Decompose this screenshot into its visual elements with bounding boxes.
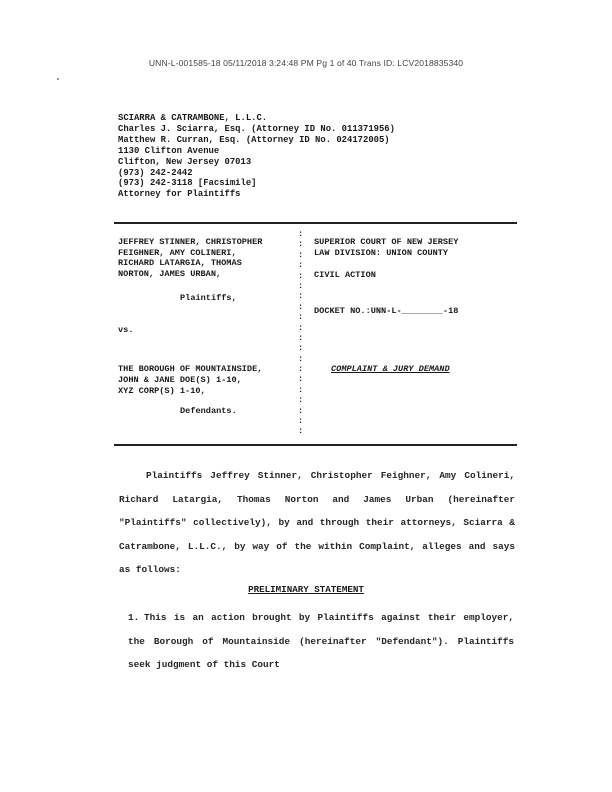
caption-colon: : (298, 249, 304, 260)
caption-colon: : (298, 395, 304, 406)
caption-colon: : (298, 280, 304, 291)
plaintiff-name-line: RICHARD LATARGIA, THOMAS (118, 258, 242, 269)
caption-colon: : (298, 405, 304, 416)
attorney-line: Matthew R. Curran, Esq. (Attorney ID No. 024172005) (118, 134, 390, 145)
intro-paragraph (119, 464, 515, 582)
vs-label: vs. (118, 325, 134, 335)
intro-text: Plaintiffs Jeffrey Stinner, Christopher Feighner, Amy Colineri, Richard Latargia, Thomas Norton and James Urban (hereinafter "Plaintiffs" collectively), by and through their attorneys, Sciarra & Catrambone, L.L.C., by way of the within Complaint, alleges and says as follows: (119, 470, 515, 575)
address-street: 1130 Clifton Avenue (118, 145, 220, 156)
caption-colon: : (298, 353, 304, 364)
plaintiff-name-line: FEIGHNER, AMY COLINERI, (118, 247, 237, 258)
filing-stamp: UNN-L-001585-18 05/11/2018 3:24:48 PM Pg 1 of 40 Trans ID: LCV2018835340 (148, 58, 464, 68)
court-line: LAW DIVISION: UNION COUNTY (314, 248, 449, 258)
defendants-label: Defendants. (180, 406, 237, 416)
attorney-block (118, 113, 395, 200)
plaintiff-name-line: NORTON, JAMES URBAN, (118, 268, 222, 279)
defendant-name-line: XYZ CORP(S) 1-10, (118, 386, 206, 396)
caption-colon: : (298, 332, 304, 343)
caption-colon: : (298, 426, 304, 437)
phone: (973) 242-2442 (118, 167, 193, 178)
paragraph-number: 1. (128, 612, 140, 623)
defendant-name-line: THE BOROUGH OF MOUNTAINSIDE, (118, 364, 263, 374)
caption-bottom-rule (114, 444, 517, 446)
caption-colon: : (298, 301, 304, 312)
court-line: SUPERIOR COURT OF NEW JERSEY (314, 237, 459, 247)
plaintiffs-label: Plaintiffs, (180, 293, 237, 303)
paragraph-text: This is an action brought by Plaintiffs against their employer, the Borough of Mountainside (hereinafter "Defendant"). Plaintiffs seek judgment of this Court (128, 612, 514, 670)
caption-colon: : (298, 416, 304, 427)
caption-colon: : (298, 291, 304, 302)
caption-colon-column (298, 229, 303, 437)
fax: (973) 242-3118 [Facsimile] (118, 178, 257, 189)
caption-colon: : (298, 343, 304, 354)
caption-top-rule (114, 222, 517, 224)
caption-colon: : (298, 312, 304, 323)
caption-colon: : (298, 322, 304, 333)
caption-colon: : (298, 364, 304, 375)
paragraph-1 (128, 606, 514, 677)
caption-colon: : (298, 229, 304, 239)
defendant-name-line: JOHN & JANE DOE(S) 1-10, (118, 375, 242, 385)
action-type: CIVIL ACTION (314, 270, 376, 280)
defendant-names (118, 364, 262, 397)
docket-number: DOCKET NO.:UNN-L-________-18 (314, 306, 459, 316)
caption-colon: : (298, 260, 304, 271)
document-title: COMPLAINT & JURY DEMAND (331, 364, 450, 374)
section-heading: PRELIMINARY STATEMENT (248, 584, 364, 595)
caption-colon: : (298, 374, 304, 385)
court-name (314, 237, 458, 259)
attorney-for: Attorney for Plaintiffs (118, 189, 241, 200)
address-city: Clifton, New Jersey 07013 (118, 156, 252, 167)
attorney-line: Charles J. Sciarra, Esq. (Attorney ID No. 011371956) (118, 123, 395, 134)
caption-colon: : (298, 239, 304, 250)
caption-colon: : (298, 270, 304, 281)
caption-colon: : (298, 384, 304, 395)
firm-name: SCIARRA & CATRAMBONE, L.L.C. (118, 113, 268, 123)
plaintiff-names (118, 237, 303, 279)
plaintiff-name-line: JEFFREY STINNER, CHRISTOPHER (118, 237, 263, 247)
scan-speck (57, 78, 59, 80)
